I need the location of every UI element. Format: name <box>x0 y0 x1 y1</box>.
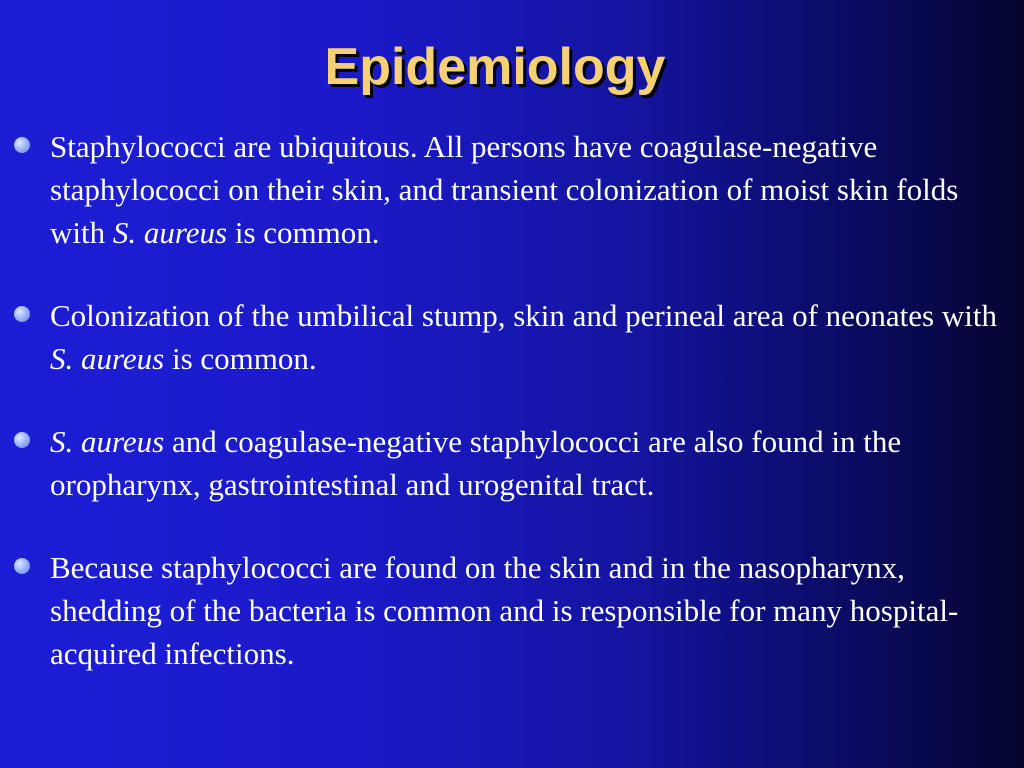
bullet-item <box>14 420 1004 506</box>
bullet-dot-icon <box>14 137 30 153</box>
slide-title: Epidemiology <box>324 38 666 96</box>
bullet-dot-icon <box>14 558 30 574</box>
bullet-text: Because staphylococci are found on the skin and in the nasopharynx, shedding of the bacteria is common and is responsible for many hospital-acquired infections. <box>50 550 959 671</box>
bullet-text: is common. <box>164 341 317 376</box>
species-name: S. aureus <box>112 215 228 250</box>
bullet-text: and coagulase-negative staphylococci are also found in the oropharynx, gastrointestinal and urogenital tract. <box>50 424 902 502</box>
species-name: S. aureus <box>50 341 165 376</box>
bullet-dot-icon <box>14 432 30 448</box>
species-name: S. aureus <box>50 424 165 459</box>
bullet-item <box>14 294 1004 380</box>
bullet-text: Staphylococci are ubiquitous. All persons have coagulase-negative staphylococci on their skin, and transient colonization of moist skin folds with <box>50 129 959 250</box>
bullet-text: is common. <box>227 215 380 250</box>
bullet-text: Colonization of the umbilical stump, skin and perineal area of neonates with <box>50 298 997 333</box>
bullet-item <box>14 125 1004 254</box>
bullet-list <box>14 125 1004 675</box>
bullet-dot-icon <box>14 306 30 322</box>
bullet-item <box>14 546 1004 675</box>
